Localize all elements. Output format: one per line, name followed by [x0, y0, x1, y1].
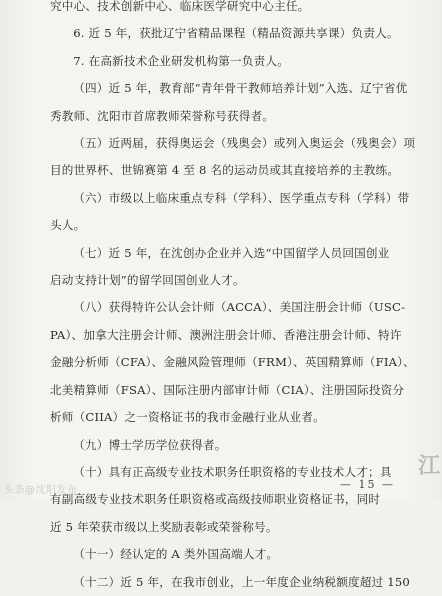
- section-10-line-1: （十）具有正高级专业技术职务任职资格的专业技术人才；具: [73, 464, 392, 479]
- section-8-line-5: 析师（CIIA）之一资格证书的我市金融行业从业者。: [50, 410, 325, 425]
- text-line: 究中心、技术创新中心、临床医学研究中心主任。: [50, 0, 310, 13]
- section-10-line-3: 近 5 年荣获市级以上奖励表彰或荣誉称号。: [50, 519, 278, 534]
- section-8-line-2: PA）、加拿大注册会计师、澳洲注册会计师、香港注册会计师、特许: [50, 327, 402, 342]
- section-8-line-4: 北美精算师（FSA）、国际注册内部审计师（CIA）、注册国际投资分: [50, 382, 405, 397]
- section-4-line-2: 秀教师、沈阳市首席教师荣誉称号获得者。: [50, 108, 275, 123]
- adjacent-page-edge-text: 江: [417, 453, 440, 479]
- section-6-line-2: 头人。: [50, 218, 86, 233]
- section-8-line-3: 金融分析师（CFA）、金融风险管理师（FRM）、英国精算师（FIA）、: [50, 355, 415, 370]
- section-4-line-1: （四）近 5 年，教育部“青年骨干教师培养计划”入选、辽宁省优: [73, 81, 408, 96]
- list-item-6: 6. 近 5 年，获批辽宁省精品课程（精品资源共享课）负责人。: [73, 26, 399, 41]
- section-5-line-1: （五）近两届，获得奥运会（残奥会）或列入奥运会（残奥会）项: [73, 136, 416, 151]
- section-8-line-1: （八）获得特许公认会计师（ACCA）、美国注册会计师（USC-: [73, 300, 406, 315]
- section-5-line-2: 目的世界杯、世锦赛第 4 至 8 名的运动员或其直接培养的主教练。: [50, 163, 400, 178]
- document-body: [50, 0, 416, 596]
- section-10-line-2: 有副高级专业技术职务任职资格或高级技师职业资格证书，同时: [50, 492, 381, 507]
- section-6-line-1: （六）市级以上临床重点专科（学科）、医学重点专科（学科）带: [73, 190, 410, 205]
- page-footer: [0, 470, 442, 500]
- section-11-line-1: （十一）经认定的 A 类外国高端人才。: [73, 547, 279, 562]
- page-number: — 15 —: [340, 478, 395, 491]
- list-item-7: 7. 在高新技术企业研发机构第一负责人。: [73, 53, 290, 68]
- section-12-line-1: （十二）近 5 年，在我市创业，上一年度企业纳税额度超过 150: [73, 574, 410, 589]
- section-7-line-2: 启动支持计划”的留学回国创业人才。: [50, 273, 245, 288]
- section-9-line-1: （九）博士学历学位获得者。: [73, 437, 227, 452]
- source-watermark: 头条@沈阳发布: [4, 485, 78, 496]
- section-7-line-1: （七）近 5 年，在沈创办企业并入选“中国留学人员回国创业: [73, 245, 390, 260]
